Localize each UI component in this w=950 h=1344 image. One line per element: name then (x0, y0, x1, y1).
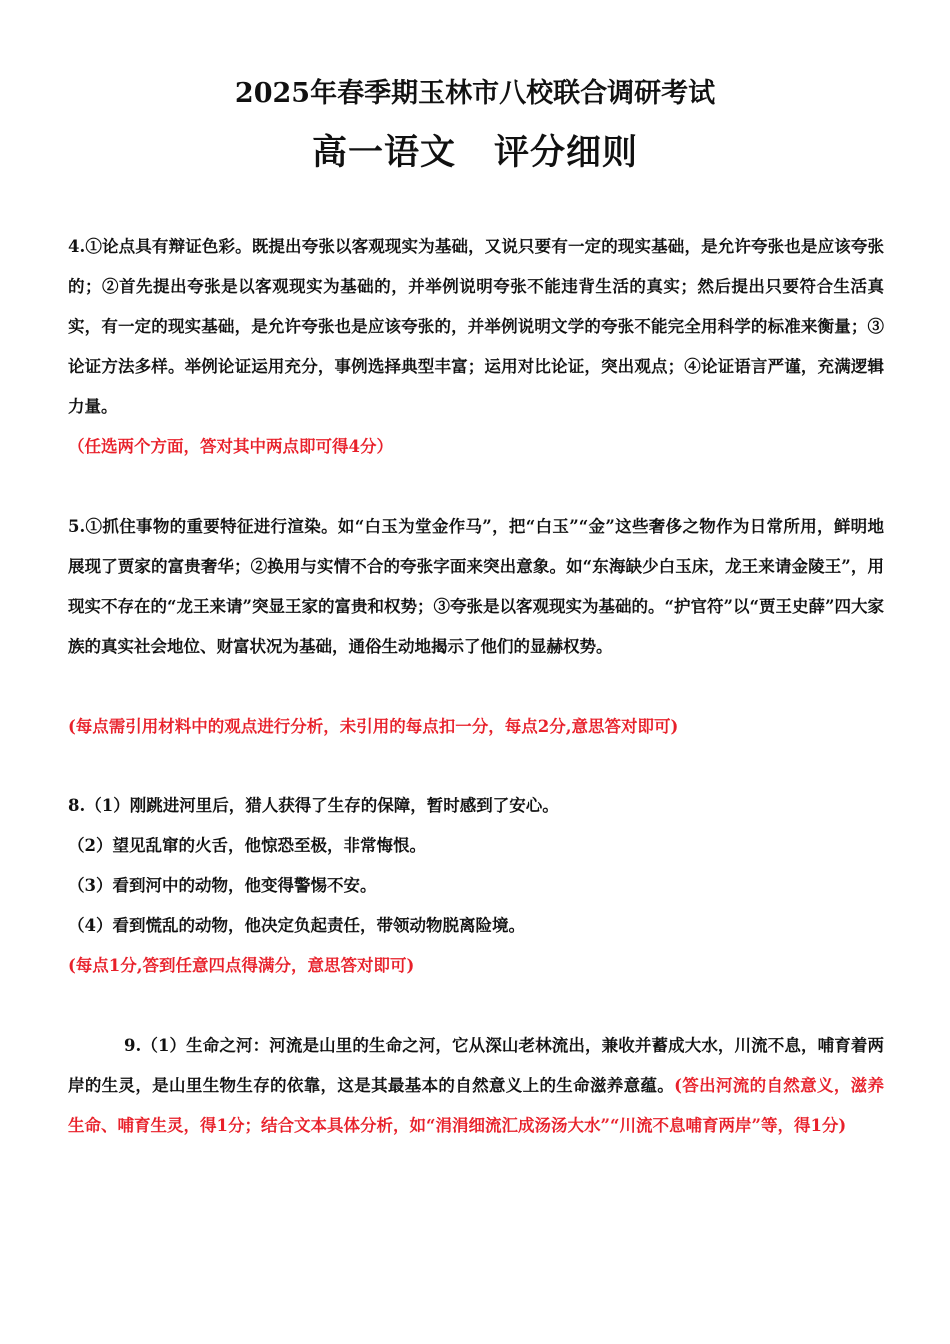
q5-answer: 5.①抓住事物的重要特征进行渲染。如“白玉为堂金作马”，把“白玉”“金”这些奢侈之物作为日常所用，鲜明地展现了贾家的富贵奢华；②换用与实情不合的夸张字面来突出意象。如“东海缺少白玉床，龙王来请金陵王”，用现实不存在的“龙王来请”突显王家的富贵和权势；③夸张是以客观现实为基础的。“护官符”以“贾王史薛”四大家族的真实社会地位、财富状况为基础，通俗生动地揭示了他们的显赫权势。 (68, 517, 884, 656)
q8-item-4: （4）看到慌乱的动物，他决定负起责任，带领动物脱离险境。 (68, 916, 525, 935)
document-subtitle (0, 128, 950, 178)
q9-rubric: (答出河流的自然意义，滋养生命、哺育生灵，得1分；结合文本具体分析，如“涓涓细流汇成汤汤大水”“川流不息哺育两岸”等，得1分) (68, 1076, 884, 1135)
q9-answer: 9.（1）生命之河：河流是山里的生命之河，它从深山老林流出，兼收并蓄成大水，川流不息，哺育着两岸的生灵，是山里生物生存的依靠，这是其最基本的自然意义上的生命滋养意蕴。 (68, 1036, 884, 1095)
q5-rubric: (每点需引用材料中的观点进行分析，未引用的每点扣一分，每点2分,意思答对即可) (68, 717, 679, 736)
q8-item-1: 8.（1）刚跳进河里后，猎人获得了生存的保障，暂时感到了安心。 (68, 796, 559, 815)
q8-item-3: （3）看到河中的动物，他变得警惕不安。 (68, 876, 377, 895)
q4-rubric: （任选两个方面，答对其中两点即可得4分） (68, 437, 393, 456)
subject-label: 高一语文 (311, 132, 456, 173)
q8-item-2: （2）望见乱窜的火舌，他惊恐至极，非常悔恨。 (68, 836, 426, 855)
rubric-label: 评分细则 (494, 132, 639, 173)
q9-answer-block (68, 1026, 884, 1146)
exam-title: 2025年春季期玉林市八校联合调研考试 (234, 78, 716, 109)
q4-answer: 4.①论点具有辩证色彩。既提出夸张以客观现实为基础，又说只要有一定的现实基础，是允许夸张也是应该夸张的；②首先提出夸张是以客观现实为基础的，并举例说明夸张不能违背生活的真实；然后提出只要符合生活真实，有一定的现实基础，是允许夸张也是应该夸张的，并举例说明文学的夸张不能完全用科学的标准来衡量；③论证方法多样。举例论证运用充分，事例选择典型丰富；运用对比论证，突出观点；④论证语言严谨，充满逻辑力量。 (68, 237, 884, 416)
q8-rubric: (每点1分,答到任意四点得满分，意思答对即可) (68, 956, 415, 975)
